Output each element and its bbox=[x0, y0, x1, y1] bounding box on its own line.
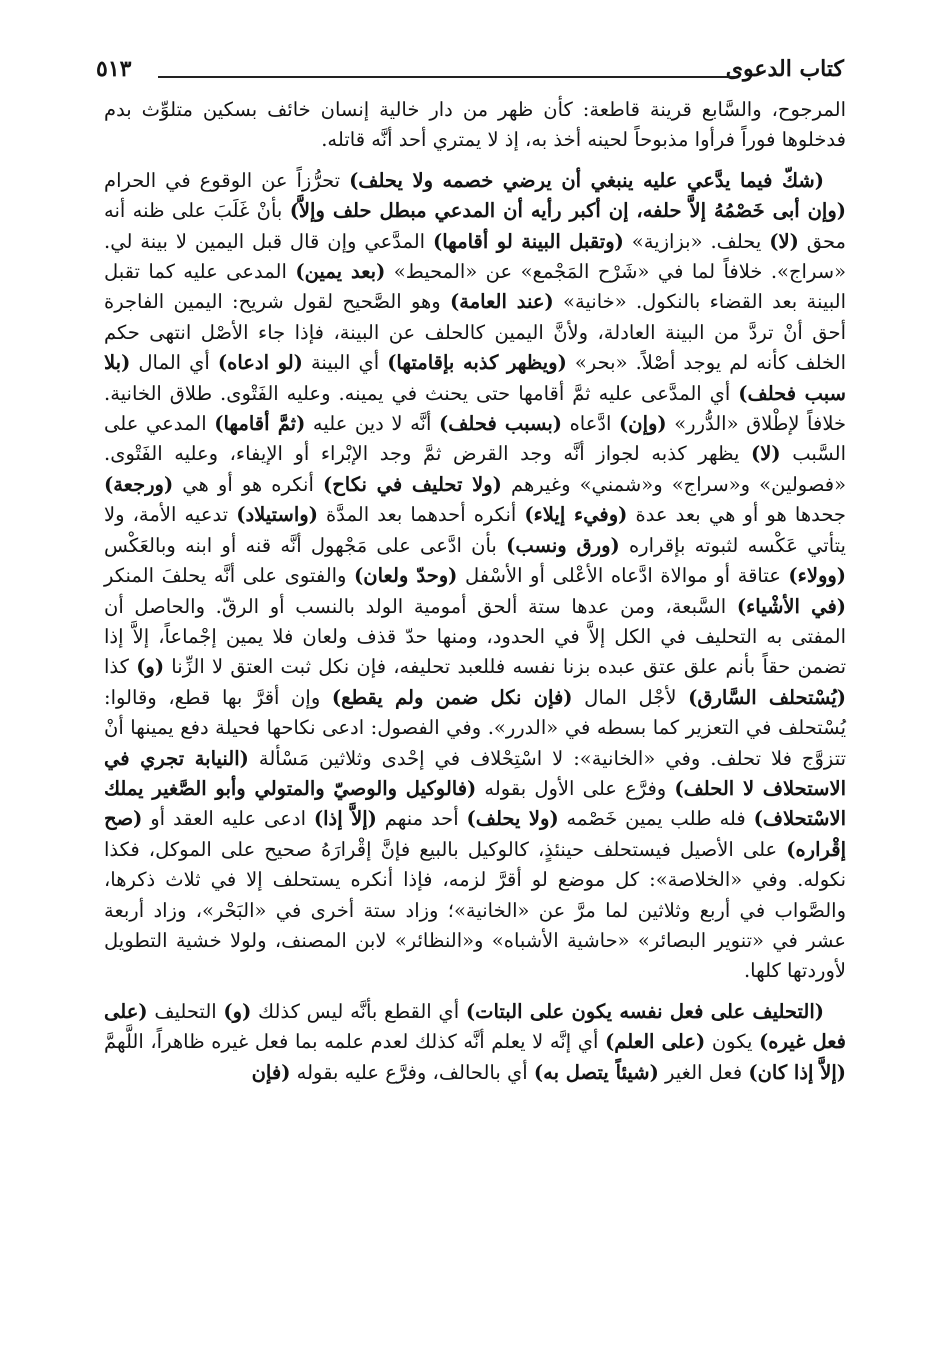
matn-text: (على فعل غيره) bbox=[104, 999, 846, 1054]
sharh-text: على الأصيل فيستحلف حينئذٍ، كالوكيل بالبيع فإنَّ إقْرارَهُ صحيح على الموكل، فكذا نكوله. وفي «الخلاصة»: كل موضع لو أقرَّ لزمه، فإذا أنكره يستحلف إلا في ثلاث ذكرها، والصَّواب في أربع وثلاثين لما مرَّ عن «الخانية»؛ وزاد ستة أخرى في «البَحْر»، وزاد أربعة عشر في «تنوير البصائر» «حاشية الأشباه» و«النظائر» لابن المصنف، ولولا خشية التطويل لأوردتها كلها. bbox=[104, 837, 846, 983]
sharh-text: أنكره هو أو هي bbox=[173, 472, 323, 496]
matn-text: (فالوكيل والوصيّ والمتولي وأبو الصَّغير يملك الاسْتحلاف) bbox=[104, 776, 846, 831]
sharh-text: يظهر كذبه لجواز أنَّه وجد القرض ثمَّ وجد الإبْراء أو الإيفاء، وعليه الفَتْوى. «فصولين» و«سراج» و«شمني» وغيرهم bbox=[104, 442, 847, 496]
matn-text: (فإن نكل ضمن ولم يقطع) bbox=[331, 685, 573, 709]
matn-text: (شيئاً يتصل به) bbox=[533, 1060, 659, 1084]
paragraph-3 bbox=[104, 997, 846, 1088]
page-number: ٥١٣ bbox=[96, 56, 132, 82]
sharh-text: تدعيه الأمة، ولا يتأتي عَكْسه لثبوته بإقراره bbox=[104, 503, 846, 557]
matn-text: (في الأشْياء) bbox=[736, 594, 846, 618]
matn-text: (إلاَّ إذا كان) bbox=[748, 1060, 846, 1084]
matn-text: (واستيلاد) bbox=[236, 503, 318, 527]
matn-text: (و) bbox=[136, 655, 165, 679]
sharh-text: أنكره أحدهما بعد المدَّة bbox=[317, 503, 525, 527]
sharh-text: أي بالحالف، وفرَّع عليه بقوله bbox=[290, 1060, 534, 1084]
sharh-text: أي القطع بأنَّه ليس كذلك bbox=[251, 999, 466, 1023]
matn-text: (فإن bbox=[251, 1060, 291, 1084]
matn-text: (بسبب فحلف) bbox=[438, 412, 563, 436]
sharh-text: وإن أقرَّ بها قطع، وقالوا: يُسْتحلف في التعزير كما بسطه في «الدرر». وفي الفصول: ادعى نكاحها فحيلة دفع يمينها أنْ تتزوَّج فلا تحلف. وفي «الخانية»: لا اسْتِحْلاف في إحْدى وثلاثين مَسْألة bbox=[104, 685, 847, 770]
sharh-text: يكون bbox=[705, 1030, 760, 1054]
matn-text: (وولاء) bbox=[788, 564, 846, 588]
running-title: كتاب الدعوى bbox=[725, 56, 844, 82]
matn-text: (بعد يمين) bbox=[295, 260, 386, 284]
sharh-text: بأن ادَّعى على مَجْهول أنَّه قنه أو ابنه وبالعَكْس bbox=[104, 533, 507, 557]
paragraph-1 bbox=[104, 95, 846, 156]
matn-text: (يُسْتحلف السَّارق) bbox=[688, 685, 847, 709]
matn-text: (على العلم) bbox=[605, 1030, 706, 1054]
matn-text: (النيابة تجري في الاستحلاف لا الحلف) bbox=[104, 746, 847, 800]
sharh-text: وفرَّع على الأول بقوله bbox=[476, 776, 675, 800]
matn-text: (ولا يحلف) bbox=[466, 807, 559, 831]
matn-text: (ويظهر كذبه بإقامتها) bbox=[387, 351, 567, 375]
sharh-text: السَّبعة، ومن عدها ستة ألحق أمومية الولد بالنسب أو الرقّ. والحاصل أن المفتى به التحليف في الكل إلاَّ في الحدود، ومنها حدّ قذف ولعان فلا يمين إجْماعاً، إلاَّ إذا تضمن حقاً بأنم علق عتق عبده بزنا نفسه فللعبد تحليفه، فإن نكل ثبت العتق لا الزِّنا bbox=[104, 594, 847, 679]
sharh-text: ادعى عليه العقد أو bbox=[142, 807, 314, 831]
sharh-text: أي المال bbox=[130, 351, 218, 375]
sharh-text: المدعي على السَّبب bbox=[104, 412, 846, 466]
paragraph-2 bbox=[104, 166, 846, 987]
sharh-text: أي البينة bbox=[302, 351, 388, 375]
matn-text: (التحليف على فعل نفسه يكون على البتات) bbox=[465, 999, 824, 1023]
matn-text: (شكّ فيما يدَّعي عليه ينبغي أن يرضي خصمه ولا يحلف) bbox=[349, 168, 824, 192]
matn-text: (بلا سبب فحلف) bbox=[104, 351, 846, 405]
main-text bbox=[104, 95, 846, 1088]
sharh-text: المدَّعي وإن قال قبل اليمين لا بينة لي. «سراج». خلافاً لما في «شَرْح المَجْمع» عن «المحيط» bbox=[104, 229, 846, 284]
matn-text: (ولا تحليف في نكاح) bbox=[322, 472, 502, 496]
matn-text: (ورجعة) bbox=[104, 472, 174, 496]
sharh-text: تحرُّزاً عن الوقوع في الحرام bbox=[104, 168, 350, 192]
matn-text: (وفيء إيلاء) bbox=[524, 503, 628, 527]
sharh-text: وهو الصَّحيح لقول شريح: اليمين الفاجرة أحق أنْ تردَّ من البينة العادلة، ولأنَّ اليمين كالحلف عن البينة، فإذا جاء الأصْل انتهى حكم الخلف كأنه لم يوجد أصْلاً. «بحر» bbox=[104, 290, 846, 375]
matn-text: (لو ادعاه) bbox=[217, 351, 303, 375]
matn-text: (ثمَّ أقامها) bbox=[214, 412, 306, 436]
matn-text: (لا) bbox=[769, 229, 799, 253]
sharh-text: المدعى عليه كما تقبل البينة بعد القضاء بالنكول. «خانية» bbox=[104, 260, 846, 314]
sharh-text: أي المدَّعى عليه ثمَّ أقامها حتى يحنث في يمينه. وعليه الفَتْوى. طلاق الخانية. خلافاً لإطْلاق «الدُّرر» bbox=[104, 381, 847, 436]
sharh-text: كذا bbox=[104, 655, 137, 679]
sharh-text: التحليف bbox=[147, 999, 224, 1023]
matn-text: (و) bbox=[223, 999, 252, 1023]
sharh-text: فعل الغير bbox=[658, 1060, 749, 1084]
matn-text: (وإن) bbox=[619, 412, 667, 436]
matn-text: (وإن أبى خَصْمُهُ إلاَّ حلفه، إن أكبر رأيه أن المدعي مبطل حلف وإلاَّ) bbox=[289, 199, 846, 223]
sharh-text: ادَّعاه bbox=[562, 412, 620, 436]
header-rule bbox=[158, 76, 736, 78]
sharh-text: أحد منهم bbox=[376, 807, 467, 831]
sharh-text: بأنْ غَلَبَ على ظنه أنه محق bbox=[104, 199, 847, 253]
page-header bbox=[96, 52, 844, 92]
matn-text: (وتقبل البينة لو أقامها) bbox=[433, 229, 624, 253]
sharh-text: أي إنَّه لا يعلم أنَّه كذلك لعدم علمه بما فعل غيره ظاهراً، اللَّهمَّ bbox=[104, 1030, 606, 1054]
sharh-text: جحدها هو أو هي بعد عدة bbox=[627, 503, 846, 527]
sharh-text: لأجْل المال bbox=[572, 685, 689, 709]
matn-text: (لا) bbox=[751, 442, 781, 466]
sharh-text: يحلف. «بزازية» bbox=[623, 229, 770, 253]
matn-text: (ورق ونسب) bbox=[506, 533, 620, 557]
matn-text: (وحدّ ولعان) bbox=[354, 564, 458, 588]
matn-text: (عند العامة) bbox=[450, 290, 554, 314]
matn-text: (إلاَّ إذا) bbox=[313, 807, 377, 831]
sharh-text: أنَّه لا دين عليه bbox=[305, 412, 439, 436]
sharh-text: عتاقة أو موالاة ادَّعاه الأعْلى أو الأسْفل bbox=[457, 564, 789, 588]
sharh-text: فله طلب يمين خَصْمه bbox=[558, 807, 754, 831]
sharh-text: والفتوى على أنَّه يحلفَ المنكر bbox=[104, 564, 355, 588]
paragraph-1-text: المرجوح، والسَّابع قرينة قاطعة: كأن ظهر من دار خالية إنسان خائف بسكين متلوِّث بدم فدخلوها فوراً فرأوا مذبوحاً لحينه أخذ به، إذ لا يمتري أحد أنَّه قاتله. bbox=[104, 98, 846, 152]
matn-text: (صح إقْراره) bbox=[104, 807, 846, 861]
